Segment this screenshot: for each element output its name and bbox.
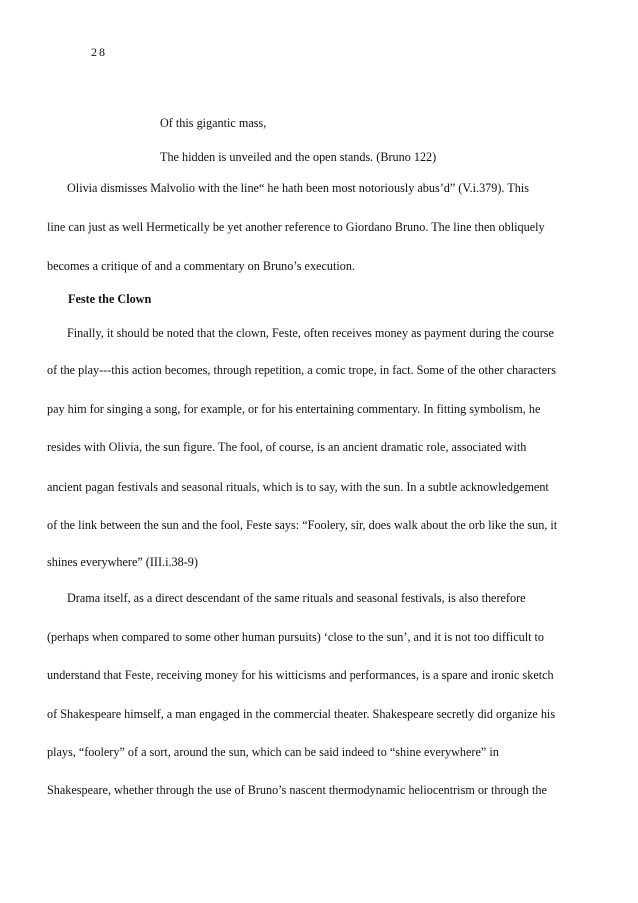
text-line: plays, “foolery” of a sort, around the sun, which can be said indeed to “shine everywhere” in <box>47 745 499 759</box>
text-line: shines everywhere” (III.i.38-9) <box>47 555 198 569</box>
text-line: line can just as well Hermetically be yet another reference to Giordano Bruno. The line then obliquely <box>47 220 545 234</box>
text-line: Finally, it should be noted that the clown, Feste, often receives money as payment during the course <box>67 326 554 340</box>
section-heading: Feste the Clown <box>68 292 152 306</box>
quote-line: The hidden is unveiled and the open stands. (Bruno 122) <box>160 150 437 164</box>
text-line: resides with Olivia, the sun figure. The fool, of course, is an ancient dramatic role, associated with <box>47 440 527 454</box>
page-number: 28 <box>91 45 107 59</box>
text-line: (perhaps when compared to some other human pursuits) ‘close to the sun’, and it is not too difficult to <box>47 630 544 644</box>
text-line: becomes a critique of and a commentary on Bruno’s execution. <box>47 259 355 273</box>
text-line: of the play---this action becomes, through repetition, a comic trope, in fact. Some of the other characters <box>47 363 556 377</box>
quote-line: Of this gigantic mass, <box>160 116 267 130</box>
text-line: ancient pagan festivals and seasonal rituals, which is to say, with the sun. In a subtle acknowledgement <box>47 480 549 494</box>
text-line: of Shakespeare himself, a man engaged in the commercial theater. Shakespeare secretly did organize his <box>47 707 556 721</box>
text-line: Olivia dismisses Malvolio with the line“ he hath been most notoriously abus’d” (V.i.379). This <box>67 181 529 195</box>
text-line: Drama itself, as a direct descendant of the same rituals and seasonal festivals, is also therefore <box>67 591 526 605</box>
text-line: of the link between the sun and the fool, Feste says: “Foolery, sir, does walk about the orb like the sun, it <box>47 518 558 532</box>
text-line: understand that Feste, receiving money for his witticisms and performances, is a spare and ironic sketch <box>47 668 554 682</box>
text-line: Shakespeare, whether through the use of Bruno’s nascent thermodynamic heliocentrism or through the <box>47 783 547 797</box>
text-line: pay him for singing a song, for example, or for his entertaining commentary. In fitting symbolism, he <box>47 402 541 416</box>
